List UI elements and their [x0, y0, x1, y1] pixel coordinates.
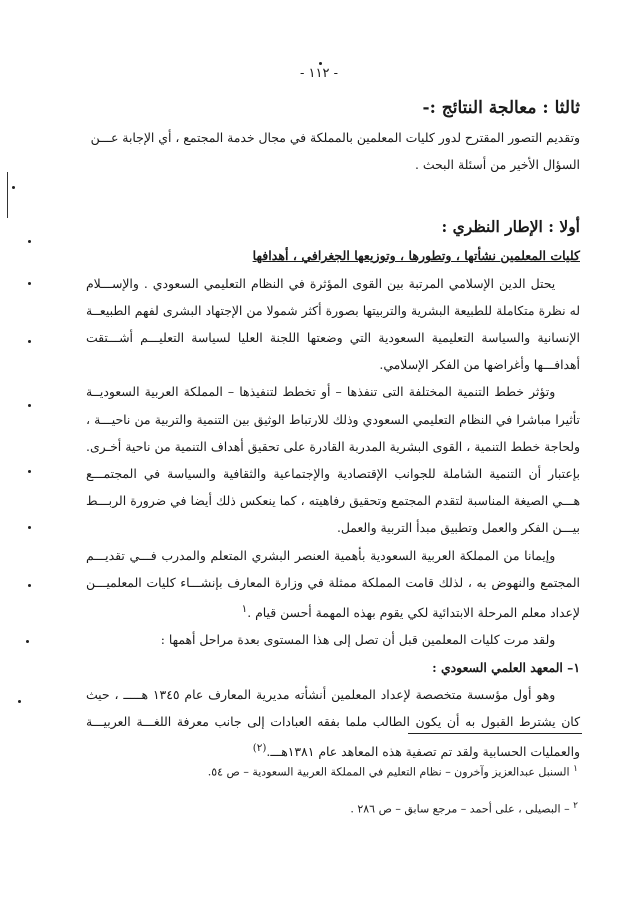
- scan-mark-dot: [28, 240, 31, 243]
- main-text: [86, 92, 580, 766]
- footnote-1-text: السنبل عبدالعزيز وآخرون – نظام التعليم في المملكة العربية السعودية – ص ٥٤.: [207, 765, 570, 779]
- intro-line-1: وتقديم التصور المقترح لدور كليات المعلمين بالمملكة في مجال خدمة المجتمع ، أي الإجابة عـــن: [90, 130, 580, 145]
- paragraph-1: [86, 270, 580, 379]
- scan-mark-dot: [18, 700, 21, 703]
- scan-mark-dot: [28, 526, 31, 529]
- footnote-2-text: – البصيلى ، على أحمد – مرجع سابق – ص ٢٨٦ .: [350, 802, 570, 816]
- heading-framework: أولا : الإطار النظري :: [441, 217, 580, 237]
- paragraph-2: [86, 378, 580, 541]
- paragraph-5: [86, 681, 580, 766]
- scan-mark-dot: [28, 282, 31, 285]
- scan-mark-dot: [28, 470, 31, 473]
- scan-mark-dot: [12, 186, 15, 189]
- scan-mark-dot: [26, 640, 29, 643]
- scan-mark-dot: [28, 404, 31, 407]
- item-1-title: ١– المعهد العلمي السعودي :: [432, 659, 580, 675]
- scan-mark-dot: [28, 584, 31, 587]
- footnote-ref-1: ١: [241, 603, 248, 616]
- paragraph-4-text: ولقد مرت كليات المعلمين قبل أن تصل إلى هذا المستوى بعدة مراحل أهمها :: [160, 632, 556, 648]
- paragraph-4: [86, 626, 580, 653]
- footnote-divider: [408, 733, 582, 734]
- page-number: - ١١٢ -: [299, 66, 338, 81]
- paragraph-1-text: يحتل الدين الإسلامي المرتبة بين القوى المؤثرة في النظام التعليمي السعودي . والإســـلام له نظرة متكاملة للطبيعة البشرية والتربيتها بصورة أكثر شمولا من الإجتهاد البشرى لفهم الطبيعــة الإنسانية والسياسة التعليمية السعودية التي وضعتها اللجنة العليا لسياسة التعليـــم أشـــتقت أهدافـــها وأغراضها من الفكر الإسلامي.: [86, 275, 580, 373]
- scan-mark-dot: [319, 62, 322, 65]
- paragraph-3-text: وإيمانا من المملكة العربية السعودية بأهمية العنصر البشري المتعلم والمدرب فـــي تقديـــم المجتمع والنهوض به ، لذلك قامت المملكة ممثلة في وزارة المعارف بإنشـــاء كليات المعلميـــن لإعداد معلم المرحلة الابتدائية لكي يقوم بهذه المهمة أحسن قيام .: [86, 547, 580, 621]
- footnote-ref-2: (٢): [252, 742, 267, 755]
- footnote-2-number: ٢: [573, 800, 578, 811]
- footnote-2: [100, 798, 578, 818]
- paragraph-5-text: وهو أول مؤسسة متخصصة لإعداد المعلمين أنشأته مديرية المعارف عام ١٣٤٥ هـــــ ، حيث كان يشترط القبول به أن يكون الطالب ملما بفقه العبادات إلى جانب معرفة اللغـــة العربيـــة والعمليات الحسابية ولقد تم تصفية هذه المعاهد عام ١٣٨١هـــ.: [86, 686, 580, 760]
- scan-mark-line: [7, 172, 8, 218]
- heading-results: ثالثا : معالجة النتائج :-: [422, 98, 580, 118]
- intro-line-2: السؤال الأخير من أسئلة البحث .: [415, 157, 580, 173]
- footnote-1: [100, 761, 578, 781]
- subheading-colleges: كليات المعلمين نشأتها ، وتطورها ، وتوزيعها الجغرافي ، أهدافها: [252, 248, 580, 264]
- footnote-1-number: ١: [573, 763, 578, 774]
- paragraph-3: [86, 542, 580, 627]
- scan-mark-dot: [28, 340, 31, 343]
- paragraph-2-text: وتؤثر خطط التنمية المختلفة التى تنفذها – أو تخطط لتنفيذها – المملكة العربية السعوديــة تأثيرا مباشرا في النظام التعليمي السعودي وذلك للارتباط الوثيق بين التنمية والتربية من ناحيـــة ، ولحاجة خطط التنمية ، القوى البشرية المدربة القادرة على تحقيق أهداف التنمية من ناحية أخـرى. بإعتبار أن التنمية الشاملة للجوانب الإقتصادية والإجتماعية والثقافية والسياسة في المجتمـــع هـــي الصيغة المناسبة لتقدم المجتمع وتحقيق رفاهيته ، كما ينعكس ذلك أيضا في ضرورة الربـــط بيـــن الفكر والعمل وتطبيق مبدأ التربية والعمل.: [86, 384, 580, 536]
